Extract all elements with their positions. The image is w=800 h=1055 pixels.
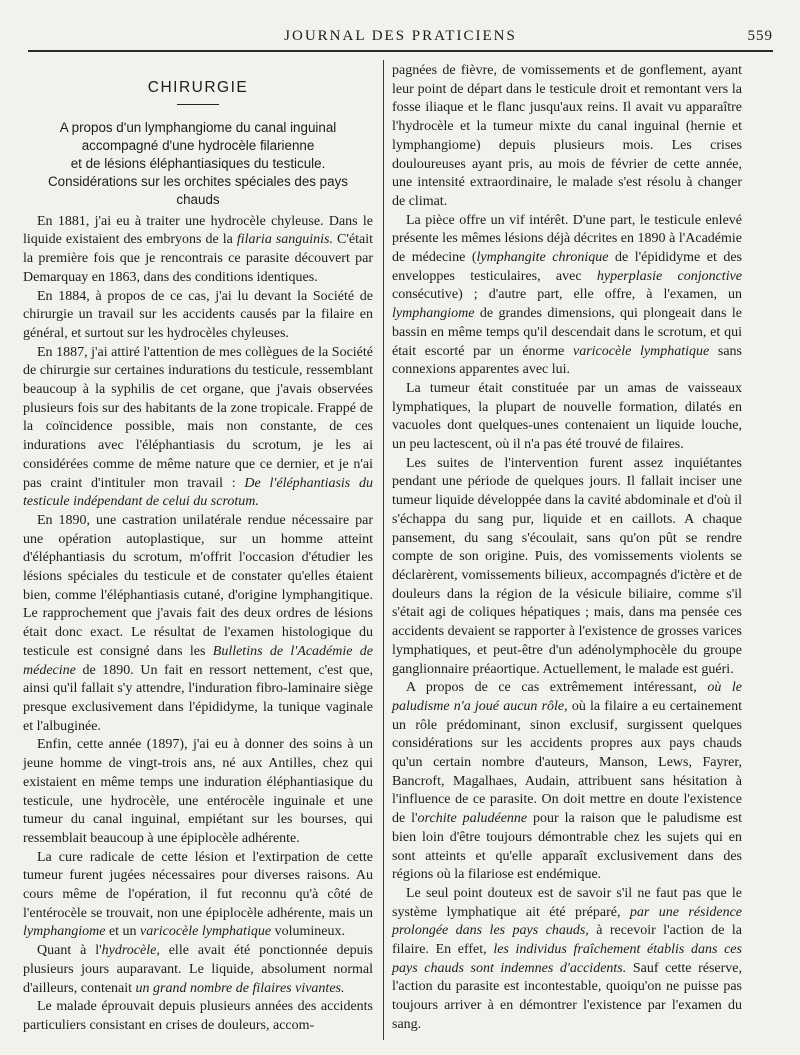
right-column bbox=[392, 62, 742, 1035]
paragraph-text: La tumeur était constituée par un amas de vaisseaux lymphatiques, la plupart de nouvelle formation, dilatés en vacuoles dont quelques-unes contenaient un liquide louche, un peu lactescent, où il n'a pas été trouvé de filaires. bbox=[392, 380, 742, 453]
italic-text: filaria sanguinis. bbox=[236, 232, 334, 248]
paragraph-text: Le seul point douteux est de savoir s'il ne faut pas que le système lymphatique ait été préparé, bbox=[392, 885, 742, 920]
italic-text: par une résidence prolongée dans les pays chauds, bbox=[392, 904, 742, 939]
paragraph-text: C'était la première fois que je rencontrais ce parasite découvert par Demarquay en 1863, dans des conditions identiques. bbox=[23, 232, 373, 285]
body-paragraph bbox=[23, 736, 373, 848]
paragraph-text: à recevoir l'action de la filaire. En effet, bbox=[392, 923, 742, 958]
paragraph-text: de l'épididyme et des enveloppes testiculaires, avec bbox=[392, 250, 743, 284]
paragraph-text: de 1890. Un fait en ressort nettement, c'est que, ainsi qu'il fallait s'y attendre, l'induration fibro-laminaire siège presque exclusivement dans l'épididyme, la tunique vaginale et l'albuginée. bbox=[23, 662, 373, 734]
section-heading: CHIRURGIE bbox=[147, 79, 249, 96]
running-title: JOURNAL DES PRATICIENS bbox=[284, 28, 517, 44]
paragraph-text: En 1887, j'ai attiré l'attention de mes collègues de la Société de chirurgie sur certaines indurations du testicule, ressemblant beaucoup à la syphilis de cet organe, que j'avais observées plusieurs fois sur des habitants de la zone tropicale. Frappé de la coïncidence possible, mais non constante, de ces indurations avec l'éléphantiasis du scrotum, je les ai considérées comme de même nature que ce dernier, et je n'ai pas craint d'intituler mon travail : bbox=[23, 344, 373, 491]
italic-text: lymphangiome bbox=[23, 924, 106, 940]
page-header bbox=[28, 22, 773, 48]
section-rule bbox=[177, 104, 219, 105]
header-rule bbox=[28, 50, 773, 52]
paragraph-text: et un bbox=[105, 924, 141, 940]
italic-text: hydrocèle, bbox=[101, 943, 160, 959]
body-paragraph bbox=[23, 849, 373, 943]
column-divider bbox=[383, 60, 384, 1040]
paragraph-text: elle avait été ponctionnée depuis plusieurs jours auparavant. Le liquide, absolument normal d'ailleurs, contenait bbox=[23, 943, 373, 996]
right-column-body bbox=[392, 62, 742, 1035]
paragraph-text: consécutive) ; d'autre part, elle offre, à l'examen, un bbox=[392, 287, 742, 303]
paragraph-text: A propos de ce cas extrêmement intéressant, bbox=[406, 680, 708, 696]
paragraph-text: En 1890, une castration unilatérale rendue nécessaire par une opération autoplastique, sur un homme atteint d'éléphantiasis du scrotum, m'offrit l'occasion d'étudier les lésions spéciales du testicule et de constater qu'elles étaient bien, comme l'éléphantiasis cutané, d'origine lymphangitique. Le rapprochement que j'avais fait des deux ordres de lésions était donc exact. Le résultat de l'examen histologique du testicule est consigné dans les bbox=[23, 512, 373, 659]
paragraph-text: En 1881, j'ai eu à traiter une hydrocèle chyleuse. Dans le liquide existaient des embryons de la bbox=[23, 213, 373, 248]
italic-text: varicocèle lymphatique bbox=[573, 343, 710, 359]
paragraph-text: En 1884, à propos de ce cas, j'ai lu devant la Société de chirurgie un travail sur les accidents causés par la filaire en général, et surtout sur les hydrocèles chyleuses. bbox=[23, 288, 373, 341]
italic-text: orchite paludéenne bbox=[417, 811, 528, 827]
body-paragraph bbox=[392, 380, 742, 455]
paragraph-text: où la filaire a eu certainement un rôle prédominant, sinon exclusif, surgissent quelques considérations sur les accidents propres aux pays chauds qu'un certain nombre d'auteurs, Manson, Lews, Fayrer, Bancroft, Magalhaes, Audain, attribuent sans hésitation à l'influence de ce parasite. On doit mettre en doute l'existence de l' bbox=[392, 698, 742, 827]
italic-text: Bulletins de l'Académie de médecine bbox=[23, 643, 373, 678]
article-title-line: Considérations sur les orchites spéciales des pays bbox=[48, 173, 348, 189]
body-paragraph bbox=[23, 288, 373, 344]
paragraph-text: volumineux. bbox=[271, 924, 345, 940]
paragraph-text: pour la raison que le paludisme est bien loin d'être toujours démontrable chez les sujets qui en sont atteints et qu'elle apparaît exclusivement dans des régions où la filariose est endémique. bbox=[392, 811, 742, 883]
paragraph-text: Sauf cette réserve, l'action du parasite est incontestable, quoiqu'on ne puisse pas toujours arriver à en démontrer l'existence par l'examen du sang. bbox=[392, 960, 743, 1032]
paragraph-text: Le malade éprouvait depuis plusieurs années des accidents particuliers consistant en crises de douleurs, accom- bbox=[23, 999, 373, 1033]
paragraph-text: Enfin, cette année (1897), j'ai eu à donner des soins à un jeune homme de vingt-trois ans, né aux Antilles, chez qui existaient en même temps une induration éléphantiasique du testicule, une hydrocèle, une entérocèle inguinale et une tumeur du canal inguinal, empiétant sur les bourses, qui ressemblait beaucoup à une épiplocèle adhérente. bbox=[23, 737, 373, 846]
paragraph-text: Les suites de l'intervention furent assez inquiétantes pendant une période de quelques jours. Il fallait inciser une tumeur liquide développée dans la cavité abdominale et d'où il s'échappa du sang pur, liquide et en caillots. A chaque pansement, du sang s'écoulait, sans qu'on pût se rendre compte de son origine. Puis, des vomissements violents se déclarèrent, vomissements bilieux, accompagnés d'ictère et de douleurs dans la région de la vésicule biliaire, comme s'il s'était agi de coliques hépatiques ; mais, dans ma pensée ces accidents devaient se rapporter à l'existence de grosses varices lymphatiques, et peut-être d'un adénolymphocèle du groupe ganglionnaire préaortique. Actuellement, le malade est guéri. bbox=[392, 455, 742, 677]
article-title-line: chauds bbox=[176, 191, 220, 207]
italic-text: varicocèle lymphatique bbox=[140, 924, 272, 940]
paragraph-text: Quant à l' bbox=[37, 943, 102, 959]
italic-text: De l'éléphantiasis du testicule indépendant de celui du scrotum. bbox=[23, 475, 373, 510]
paragraph-text: La pièce offre un vif intérêt. D'une part, le testicule enlevé présente les mêmes lésions déjà décrites en 1890 à l'Académie de médecine ( bbox=[392, 212, 742, 266]
italic-text: hyperplasie conjonctive bbox=[596, 268, 743, 284]
body-paragraph bbox=[23, 344, 373, 512]
body-paragraph bbox=[23, 998, 373, 1035]
body-paragraph bbox=[392, 885, 742, 1035]
italic-text: un grand nombre de filaires vivantes. bbox=[135, 980, 345, 996]
italic-text: les individus fraîchement établis dans ces pays chauds sont indemnes d'accidents. bbox=[392, 942, 742, 976]
left-column bbox=[23, 62, 373, 1036]
article-title-line: et de lésions éléphantiasiques du testicule. bbox=[70, 155, 326, 171]
paragraph-text: pagnées de fièvre, de vomissements et de gonflement, ayant leur point de départ dans le testicule droit et remontant vers la fosse iliaque et le flanc jusqu'aux reins. Il avait vu apparaître l'hydrocèle et la tumeur mixte du canal inguinal (hernie et lymphangiome) depuis plusieurs mois. Les crises douloureuses ayant pris, au mois de février de cette année, une intensité extraordinaire, le malade s'est résolu à changer de climat. bbox=[392, 63, 742, 209]
body-paragraph bbox=[392, 62, 742, 212]
body-paragraph bbox=[23, 213, 373, 288]
paragraph-text: sans connexions apparentes avec lui. bbox=[392, 343, 742, 378]
italic-text: où le paludisme n'a joué aucun rôle, bbox=[392, 680, 742, 714]
body-paragraph bbox=[392, 212, 742, 380]
body-paragraph bbox=[23, 512, 373, 736]
left-column-body bbox=[23, 213, 373, 1036]
body-paragraph bbox=[392, 679, 742, 885]
italic-text: lymphangiome bbox=[392, 306, 475, 322]
article-title-line: A propos d'un lymphangiome du canal inguinal bbox=[59, 119, 337, 135]
page-number: 559 bbox=[747, 28, 773, 44]
paragraph-text: La cure radicale de cette lésion et l'extirpation de cette tumeur furent jugées nécessaires pour diverses raisons. Au cours même de l'opération, il fut reconnu qu'à côté de l'entérocèle se trouvait, non une épiplocèle adhérente, mais un bbox=[23, 849, 373, 921]
article-title bbox=[23, 119, 373, 209]
italic-text: lymphangite chronique bbox=[476, 250, 609, 266]
paragraph-text: de grandes dimensions, qui plongeait dans le bassin en même temps qu'il descendait dans le scrotum, et qui était escorté par un énorme bbox=[392, 306, 742, 359]
article-title-line: accompagné d'une hydrocèle filarienne bbox=[81, 137, 315, 153]
body-paragraph bbox=[23, 942, 373, 998]
body-paragraph bbox=[392, 455, 742, 679]
